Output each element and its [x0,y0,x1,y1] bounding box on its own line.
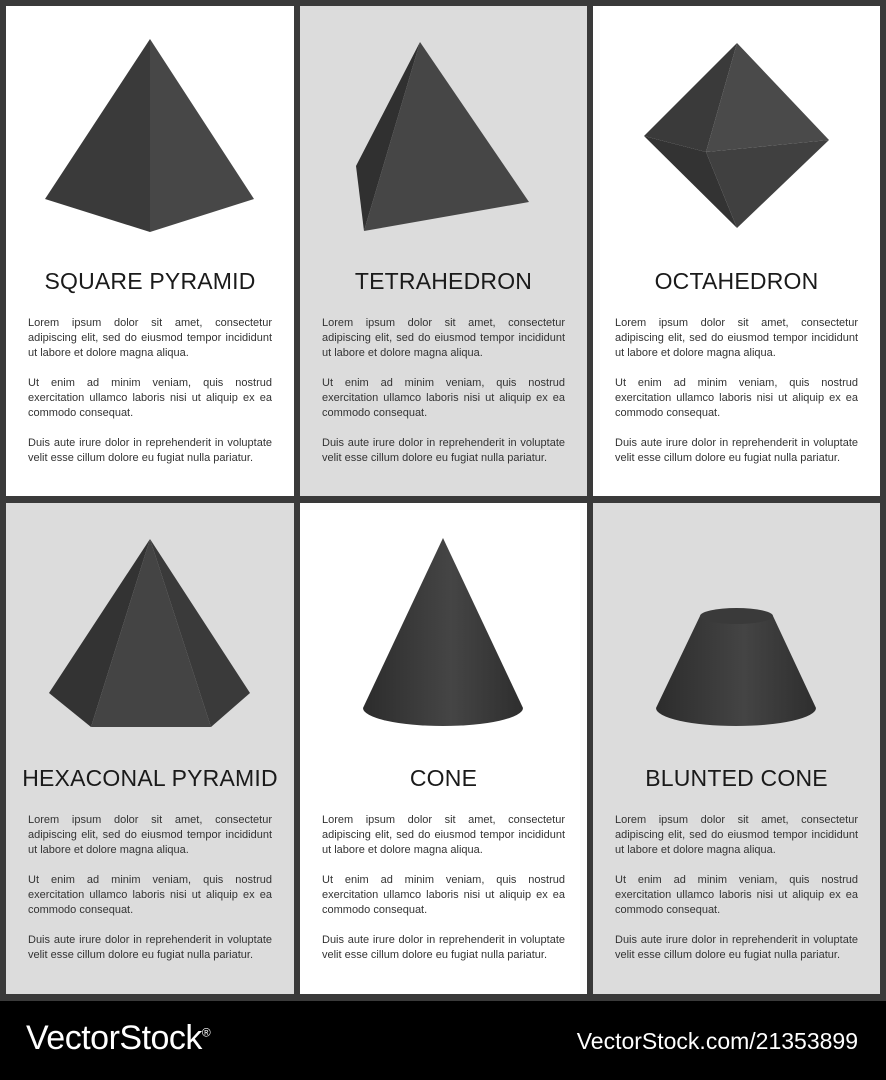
paragraph-1: Lorem ipsum dolor sit amet, consectetur adipiscing elit, sed do eiusmod tempor incididunt ut labore et dolore magna aliqua. [322,317,565,359]
hexagonal-pyramid-icon [6,503,294,753]
card-cone [300,503,587,994]
paragraph-3: Duis aute irure dolor in reprehenderit in voluptate velit esse cillum dolore eu fugiat nulla pariatur. [615,437,858,464]
card-title: HEXACONAL PYRAMID [22,765,278,791]
blunted-cone-icon [593,503,880,753]
paragraph-2: Ut enim ad minim veniam, quis nostrud exercitation ullamco laboris nisi ut aliquip ex ea commodo consequat. [28,874,272,916]
octahedron-icon [593,6,880,256]
paragraph-3: Duis aute irure dolor in reprehenderit in voluptate velit esse cillum dolore eu fugiat nulla pariatur. [615,934,858,961]
paragraph-3: Duis aute irure dolor in reprehenderit in voluptate velit esse cillum dolore eu fugiat nulla pariatur. [28,437,272,464]
paragraph-3: Duis aute irure dolor in reprehenderit in voluptate velit esse cillum dolore eu fugiat nulla pariatur. [322,934,565,961]
card-title: TETRAHEDRON [354,268,533,294]
paragraph-2: Ut enim ad minim veniam, quis nostrud exercitation ullamco laboris nisi ut aliquip ex ea commodo consequat. [28,377,272,419]
paragraph-1: Lorem ipsum dolor sit amet, consectetur adipiscing elit, sed do eiusmod tempor incididunt ut labore et dolore magna aliqua. [322,814,565,856]
card-title: BLUNTED CONE [645,765,828,791]
logo-text: VectorStock [26,1019,202,1057]
paragraph-1: Lorem ipsum dolor sit amet, consectetur adipiscing elit, sed do eiusmod tempor incididunt ut labore et dolore magna aliqua. [615,814,858,856]
card-octahedron [593,6,880,496]
card-description [28,316,272,481]
cone-icon [300,503,587,753]
card-description [322,316,565,481]
card-blunted-cone [593,503,880,994]
paragraph-3: Duis aute irure dolor in reprehenderit in voluptate velit esse cillum dolore eu fugiat nulla pariatur. [322,437,565,464]
paragraph-3: Duis aute irure dolor in reprehenderit in voluptate velit esse cillum dolore eu fugiat nulla pariatur. [28,934,272,961]
paragraph-2: Ut enim ad minim veniam, quis nostrud exercitation ullamco laboris nisi ut aliquip ex ea commodo consequat. [615,874,858,916]
card-title: OCTAHEDRON [654,268,819,294]
paragraph-1: Lorem ipsum dolor sit amet, consectetur adipiscing elit, sed do eiusmod tempor incididunt ut labore et dolore magna aliqua. [28,814,272,856]
card-title: CONE [409,765,478,791]
vectorstock-logo [26,1019,210,1058]
watermark-bar [0,1001,886,1080]
card-hexagonal-pyramid [6,503,294,994]
card-title: SQUARE PYRAMID [44,268,256,294]
paragraph-1: Lorem ipsum dolor sit amet, consectetur adipiscing elit, sed do eiusmod tempor incididunt ut labore et dolore magna aliqua. [615,317,858,359]
paragraph-1: Lorem ipsum dolor sit amet, consectetur adipiscing elit, sed do eiusmod tempor incididunt ut labore et dolore magna aliqua. [28,317,272,359]
card-square-pyramid [6,6,294,496]
card-description [28,813,272,978]
registered-mark: ® [201,1025,211,1040]
card-description [615,316,858,481]
paragraph-2: Ut enim ad minim veniam, quis nostrud exercitation ullamco laboris nisi ut aliquip ex ea commodo consequat. [322,377,565,419]
paragraph-2: Ut enim ad minim veniam, quis nostrud exercitation ullamco laboris nisi ut aliquip ex ea commodo consequat. [322,874,565,916]
tetrahedron-icon [300,6,587,256]
card-tetrahedron [300,6,587,496]
card-description [615,813,858,978]
paragraph-2: Ut enim ad minim veniam, quis nostrud exercitation ullamco laboris nisi ut aliquip ex ea commodo consequat. [615,377,858,419]
stock-id-url: VectorStock.com/21353899 [576,1028,858,1054]
card-description [322,813,565,978]
square-pyramid-icon [6,6,294,256]
